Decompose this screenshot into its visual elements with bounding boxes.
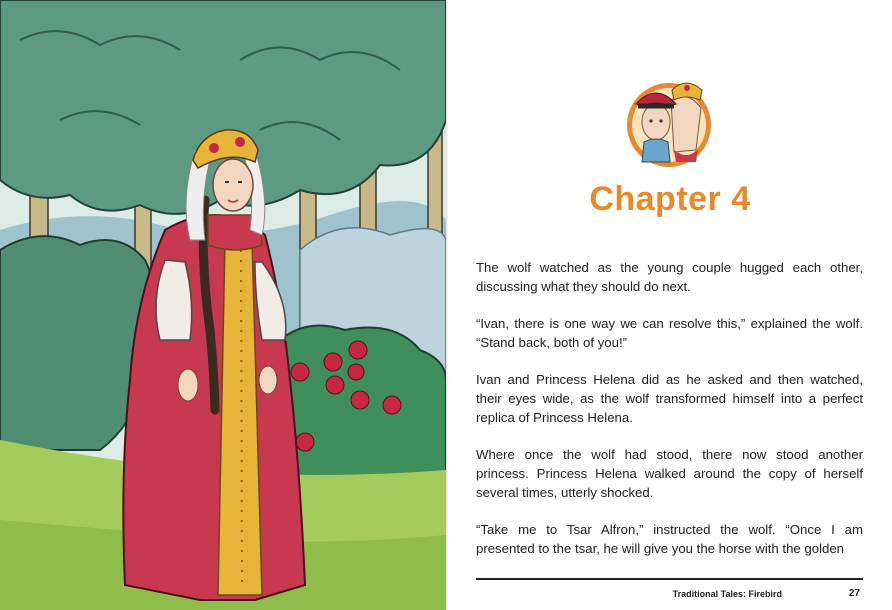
story-paragraph: “Ivan, there is one way we can resolve this,” explained the wolf. “Stand back, both of you!” bbox=[476, 316, 863, 350]
text-page bbox=[448, 0, 892, 610]
chapter-title: Chapter 4 bbox=[589, 180, 751, 218]
ivan-helena-portrait bbox=[626, 70, 712, 170]
page-number: 27 bbox=[848, 588, 860, 599]
story-paragraph: Ivan and Princess Helena did as he asked and then watched, their eyes wide, as the wolf transformed himself into a perfect replica of Princess Helena. bbox=[476, 372, 863, 425]
story-text bbox=[476, 258, 863, 576]
story-paragraph: The wolf watched as the young couple hugged each other, discussing what they should do next. bbox=[476, 260, 863, 294]
footer-book-title: Traditional Tales: Firebird bbox=[672, 589, 782, 599]
story-paragraph: “Take me to Tsar Alfron,” instructed the wolf. “Once I am presented to the tsar, he will give you the horse with the golden bbox=[476, 522, 863, 556]
story-paragraph: Where once the wolf had stood, there now stood another princess. Princess Helena walked around the copy of herself several times, utterly shocked. bbox=[476, 447, 863, 500]
footer-divider bbox=[476, 578, 863, 580]
character-badge-image bbox=[626, 70, 712, 170]
